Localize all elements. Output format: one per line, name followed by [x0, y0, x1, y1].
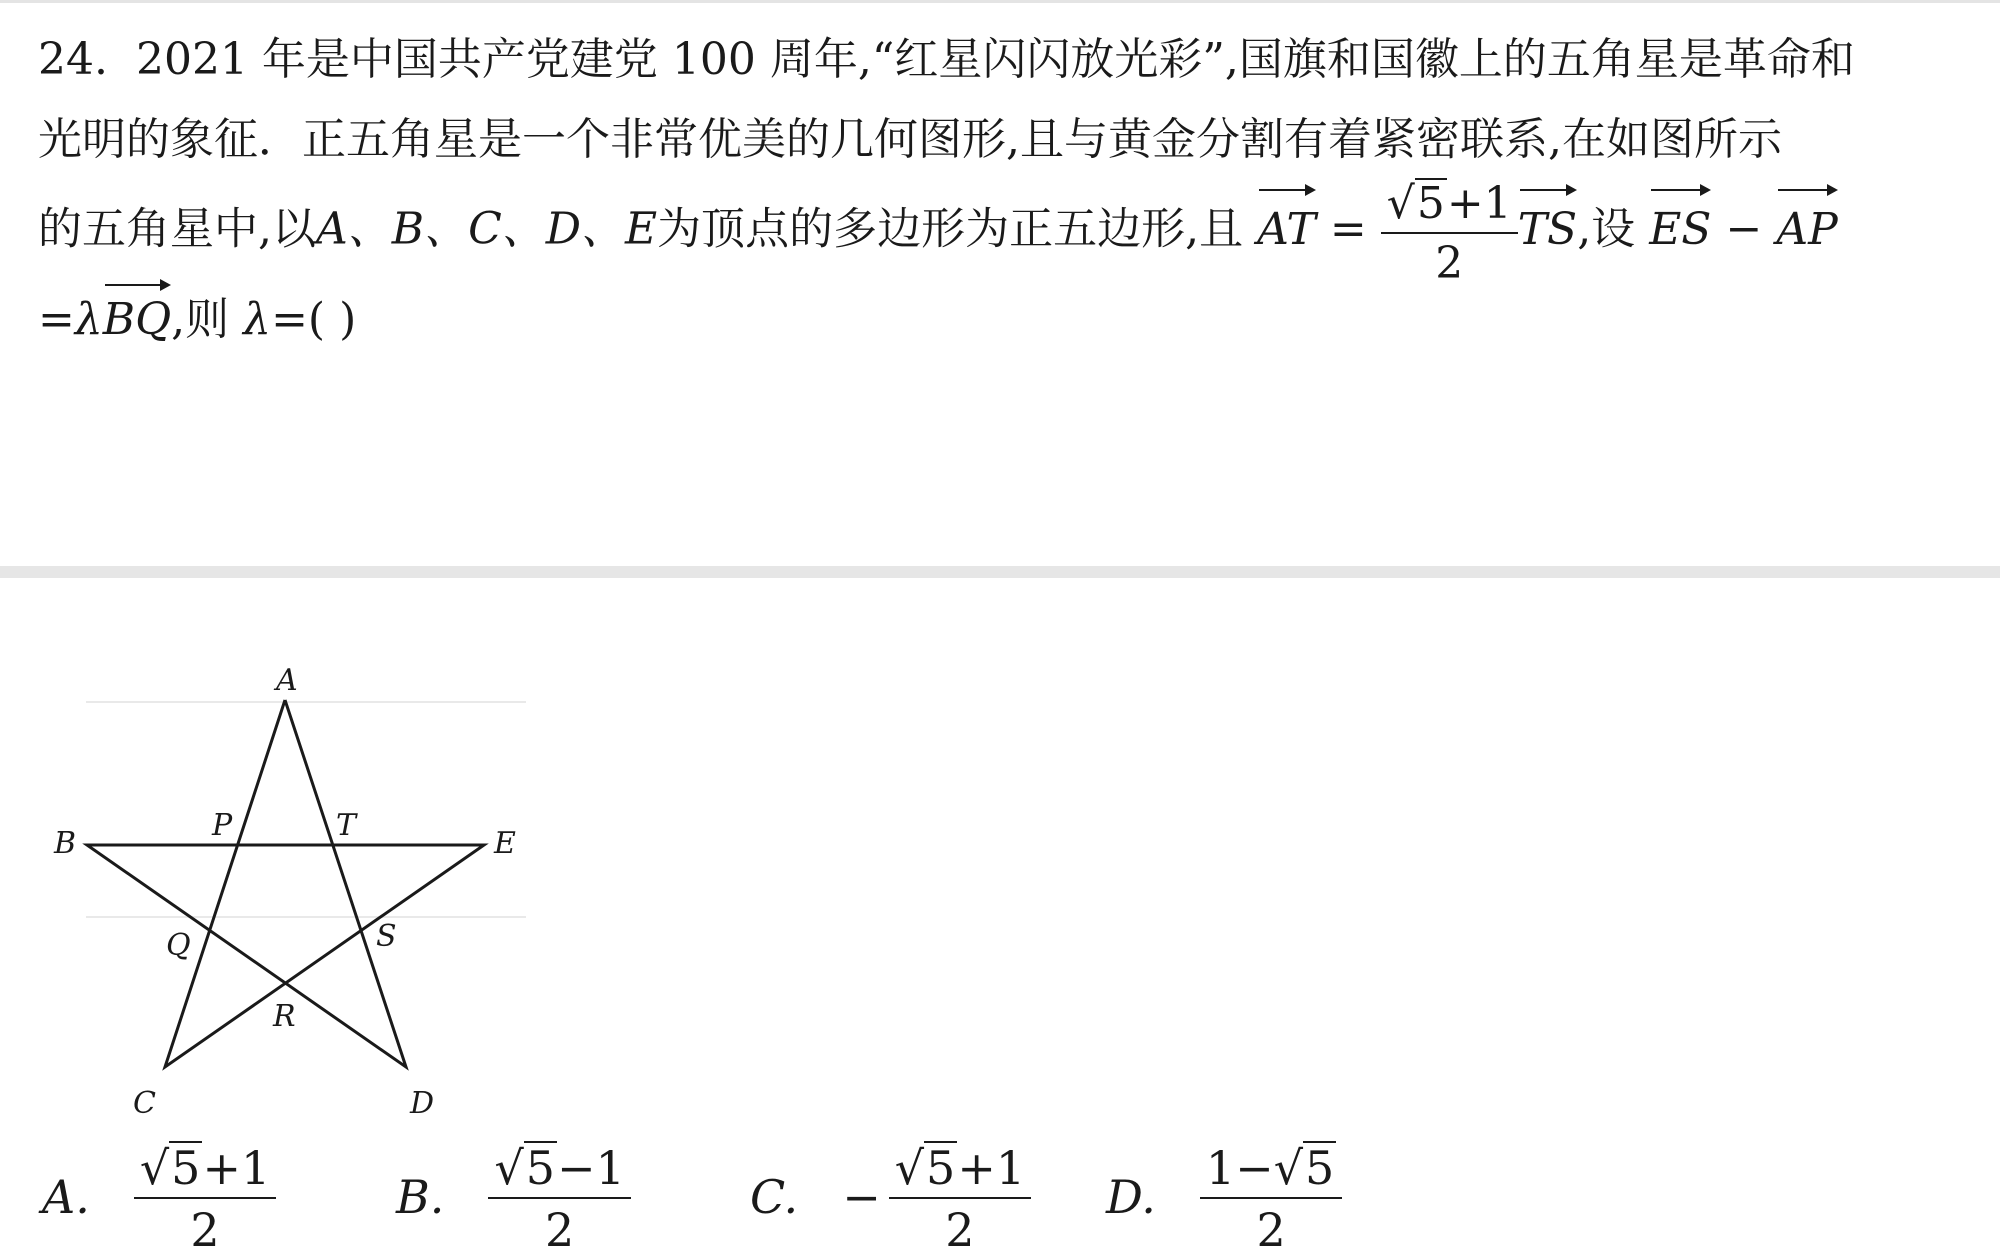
label-R: R [273, 999, 296, 1034]
label-C: C [133, 1086, 156, 1121]
line-3-suffix: ,设 [1577, 203, 1636, 255]
question-line-1 [38, 20, 1855, 100]
pentagram-figure [36, 650, 556, 1130]
label-Q: Q [166, 928, 191, 963]
option-d-fraction: $\frac{1-√5}{2}$ [1200, 1141, 1342, 1253]
lambda-symbol-2: λ [243, 294, 272, 345]
vector-AP: AP [1776, 185, 1837, 275]
option-a-fraction: $\frac{√5+1}{2}$ [134, 1141, 276, 1253]
label-P: P [212, 808, 233, 843]
question-line-1-text: 2021 年是中国共产党建党 100 周年,“红星闪闪放光彩”,国旗和国徽上的五角星是革命和 [135, 34, 1855, 85]
vector-TS: TS [1518, 185, 1578, 275]
question-line-2 [38, 100, 1782, 180]
line-4-equals: = [38, 294, 75, 345]
vector-BQ: BQ [103, 280, 171, 360]
label-E: E [494, 826, 516, 861]
option-c-fraction: $\frac{√5+1}{2}$ [889, 1141, 1031, 1253]
question-line-4 [38, 280, 356, 360]
option-c[interactable]: C. − $\frac{√5+1}{2}$ [750, 1135, 1031, 1259]
vector-ES: ES [1649, 185, 1711, 275]
line-3-prefix: 的五角星中,以 [38, 203, 316, 255]
line-4-then: ,则 [171, 294, 230, 345]
section-divider [0, 566, 2000, 578]
label-D: D [410, 1086, 435, 1121]
label-B: B [54, 826, 77, 861]
answer-blank: =( ) [271, 294, 357, 345]
answer-options [0, 1135, 2000, 1259]
vertex-list: A、B、C、D、E [316, 203, 658, 255]
question-number: 24. [38, 34, 108, 85]
golden-ratio-fraction: $\frac{√5+1}{2}$ [1381, 178, 1518, 286]
option-a[interactable]: A. $\frac{√5+1}{2}$ [42, 1135, 276, 1259]
option-d[interactable]: D. $\frac{1-√5}{2}$ [1106, 1135, 1342, 1259]
question-line-3 [38, 178, 1838, 289]
sqrt-symbol: √5 [1386, 178, 1445, 229]
pentagram-diagram [36, 650, 556, 1130]
minus-sign: − [1725, 203, 1763, 255]
question-line-2-text: 光明的象征．正五角星是一个非常优美的几何图形,且与黄金分割有着紧密联系,在如图所示 [38, 114, 1782, 165]
label-S: S [376, 919, 397, 954]
option-b[interactable]: B. $\frac{√5-1}{2}$ [396, 1135, 631, 1259]
equals-sign: = [1329, 203, 1367, 255]
previous-content-edge [0, 0, 2000, 3]
vector-AT: AT [1257, 185, 1316, 275]
option-b-fraction: $\frac{√5-1}{2}$ [488, 1141, 630, 1253]
label-T: T [336, 808, 357, 843]
lambda-symbol: λ [74, 294, 103, 345]
line-3-middle: 为顶点的多边形为正五边形,且 [657, 203, 1244, 255]
label-A: A [276, 663, 298, 698]
